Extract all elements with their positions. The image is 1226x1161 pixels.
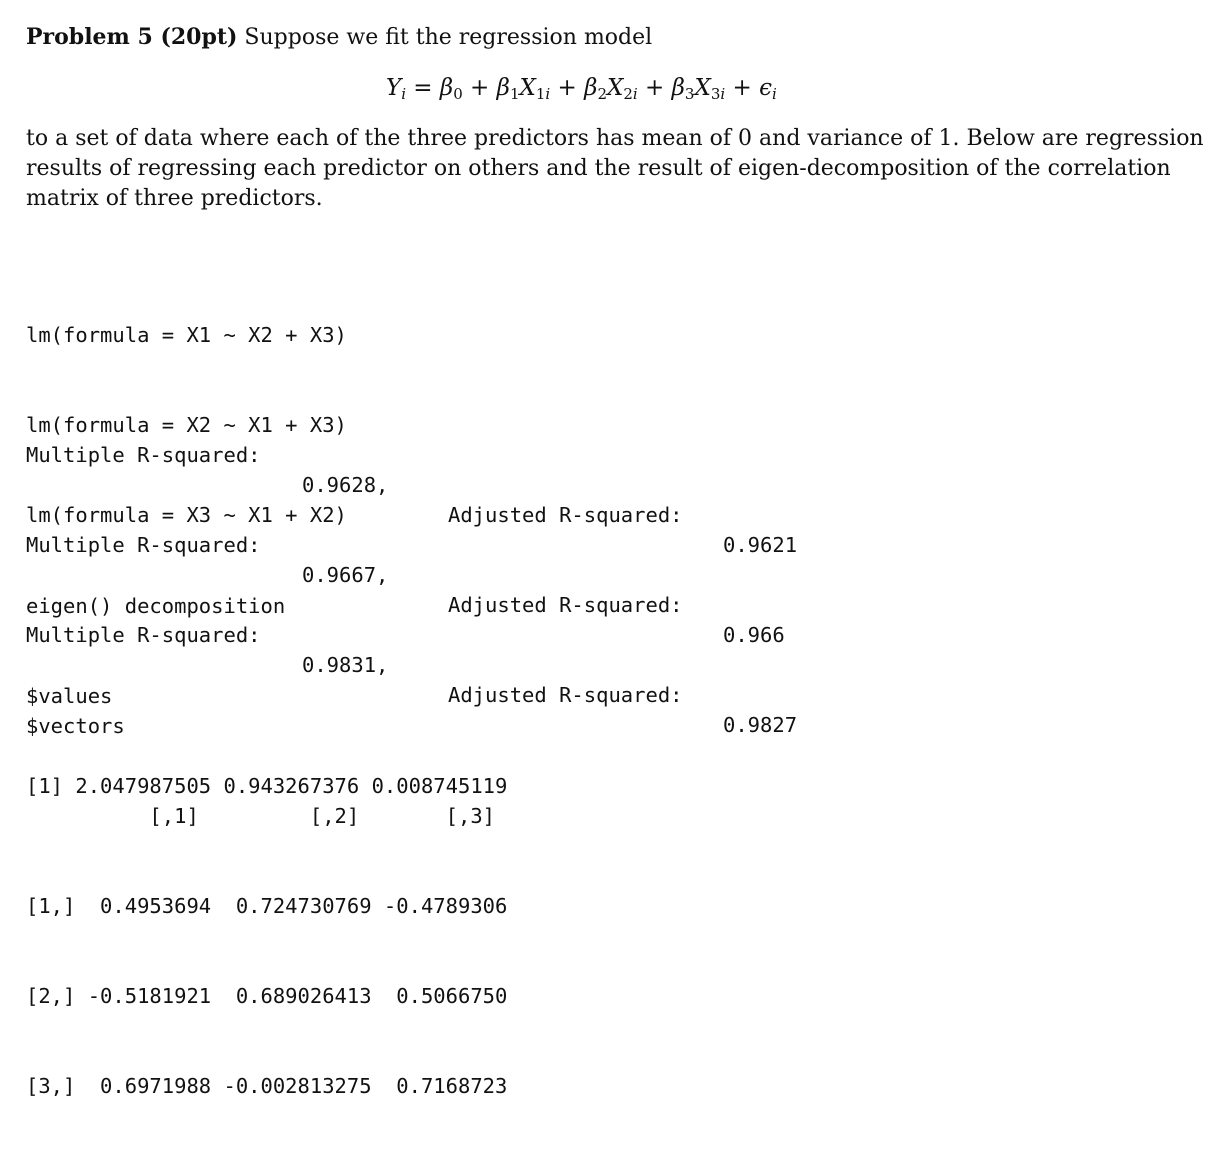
- eigen-title: eigen() decomposition: [26, 594, 286, 618]
- adjusted-r-squared-value: 0.9621: [723, 533, 798, 557]
- problem-heading: Problem 5 (20pt): [26, 24, 238, 50]
- description-paragraph: [26, 124, 1204, 214]
- regression-formula: lm(formula = X1 ~ X2 + X3): [26, 323, 347, 347]
- adjusted-r-squared-value: 0.966: [723, 623, 785, 647]
- adjusted-r-squared-value: 0.9827: [723, 713, 798, 737]
- adjusted-r-squared-label: Adjusted R-squared:: [448, 683, 683, 707]
- eigen-values-label: $values: [26, 684, 113, 708]
- multiple-r-squared-label: Multiple R-squared:: [26, 443, 261, 467]
- adjusted-r-squared-label: Adjusted R-squared:: [448, 593, 683, 617]
- adjusted-r-squared-label: Adjusted R-squared:: [448, 503, 683, 527]
- regression-formula: lm(formula = X2 ~ X1 + X3): [26, 413, 347, 437]
- eigen-vectors-label: $vectors: [26, 714, 125, 738]
- description-line: to a set of data where each of the three predictors has mean of 0 and variance of 1. Below are regression: [26, 126, 1204, 151]
- eigen-vectors-row: [2,] -0.5181921 0.689026413 0.5066750: [26, 984, 508, 1008]
- description-line: matrix of three predictors.: [26, 186, 323, 211]
- eigen-vectors-header: [,1] [,2] [,3]: [26, 804, 495, 828]
- regression-formula: lm(formula = X3 ~ X1 + X2): [26, 503, 347, 527]
- multiple-r-squared-value: 0.9667,: [302, 563, 389, 587]
- multiple-r-squared-label: Multiple R-squared:: [26, 623, 261, 647]
- problem-intro: Suppose we fit the regression model: [237, 25, 653, 50]
- eigen-vectors-row: [3,] 0.6971988 -0.002813275 0.7168723: [26, 1074, 508, 1098]
- eigen-values-line: [1] 2.047987505 0.943267376 0.008745119: [26, 774, 508, 798]
- description-line: results of regressing each predictor on others and the result of eigen-decomposition of the correlation: [26, 156, 1171, 181]
- eigen-vectors-block: [26, 651, 507, 1161]
- regression-equation: $Y_i = \beta_0 + \beta_1X_{1i} + \beta_2X_{2i} + \beta_3X_{3i} + \epsilon_i$: [386, 75, 777, 103]
- multiple-r-squared-value: 0.9628,: [302, 473, 389, 497]
- eigen-vectors-row: [1,] 0.4953694 0.724730769 -0.4789306: [26, 894, 508, 918]
- multiple-r-squared-value: 0.9831,: [302, 653, 389, 677]
- multiple-r-squared-label: Multiple R-squared:: [26, 533, 261, 557]
- problem-statement: [26, 22, 652, 53]
